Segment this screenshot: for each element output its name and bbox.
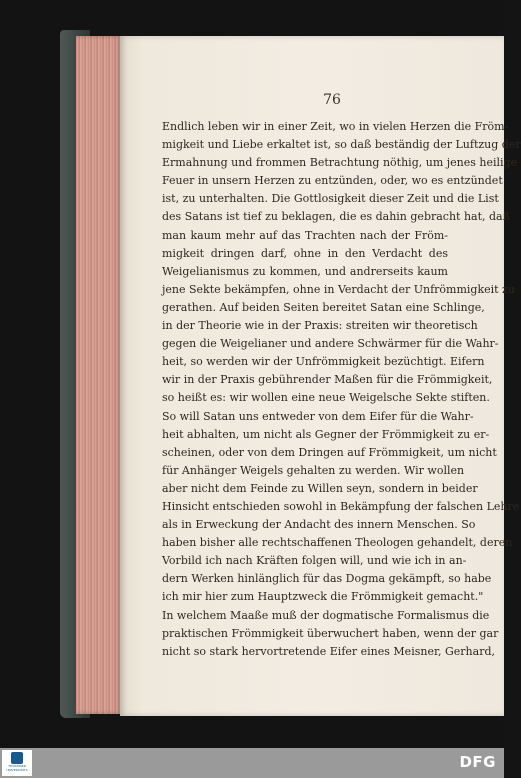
text-line: des Satans ist tief zu beklagen, die es dahin gebracht hat, daß bbox=[162, 210, 510, 224]
text-line: aber nicht dem Feinde zu Willen seyn, sondern in beider bbox=[162, 481, 478, 495]
text-line: wir in der Praxis gebührender Maßen für die Frömmigkeit, bbox=[162, 373, 493, 387]
text-line: praktischen Frömmigkeit überwuchert haben, wenn der gar bbox=[162, 626, 499, 640]
text-line: für Anhänger Weigels gehalten zu werden. Wir wollen bbox=[162, 463, 465, 477]
page-edges bbox=[76, 36, 122, 714]
text-line: Feuer in unsern Herzen zu entzünden, oder, wo es entzündet bbox=[162, 174, 503, 188]
text-line: als in Erweckung der Andacht des innern Menschen. So bbox=[162, 518, 476, 532]
text-line: heit abhalten, um nicht als Gegner der Frömmigkeit zu er- bbox=[162, 427, 490, 441]
page-number: 76 bbox=[323, 92, 341, 108]
text-line: nicht so stark hervortretende Eifer eines Meisner, Gerhard, bbox=[162, 644, 495, 658]
library-logo-mark bbox=[11, 752, 23, 764]
text-line: in der Theorie wie in der Praxis: streiten wir theoretisch bbox=[162, 319, 478, 333]
library-logo bbox=[2, 750, 32, 776]
text-line: Weigelianismus zu kommen, und andrerseits kaum bbox=[162, 264, 448, 278]
text-line: gerathen. Auf beiden Seiten bereitet Satan eine Schlinge, bbox=[162, 300, 485, 314]
text-line: ist, zu unterhalten. Die Gottlosigkeit dieser Zeit und die List bbox=[162, 192, 499, 206]
page-text bbox=[162, 118, 521, 661]
text-line: scheinen, oder von dem Dringen auf Frömmigkeit, um nicht bbox=[162, 445, 497, 459]
viewer-footer bbox=[0, 748, 504, 778]
text-line: man kaum mehr auf das Trachten nach der Fröm- bbox=[162, 228, 448, 242]
text-line: Endlich leben wir in einer Zeit, wo in vielen Herzen die Fröm- bbox=[162, 120, 509, 133]
text-line: gegen die Weigelianer und andere Schwärmer für die Wahr- bbox=[162, 337, 499, 351]
text-line: Vorbild ich nach Kräften folgen will, und wie ich in an- bbox=[162, 554, 467, 568]
text-line: migkeit und Liebe erkaltet ist, so daß beständig der Luftzug der bbox=[162, 138, 521, 152]
text-line: dern Werken hinlänglich für das Dogma gekämpft, so habe bbox=[162, 572, 492, 586]
dfg-logo: DFG bbox=[459, 753, 496, 771]
text-line: heit, so werden wir der Unfrömmigkeit bezüchtigt. Eifern bbox=[162, 355, 485, 369]
text-line: migkeit dringen darf, ohne in den Verdacht des bbox=[162, 246, 448, 260]
text-line: Hinsicht entschieden sowohl in Bekämpfung der falschen Lehre bbox=[162, 499, 520, 513]
text-line: so heißt es: wir wollen eine neue Weigelsche Sekte stiften. bbox=[162, 391, 490, 405]
text-line: ich mir hier zum Hauptzweck die Frömmigkeit gemacht." bbox=[162, 590, 484, 604]
text-line: Ermahnung und frommen Betrachtung nöthig, um jenes heilige bbox=[162, 156, 518, 170]
book-page bbox=[120, 36, 521, 716]
text-line: So will Satan uns entweder von dem Eifer für die Wahr- bbox=[162, 409, 474, 423]
library-logo-caption: THÜRINGER UNIVERSITÄTS bbox=[6, 764, 28, 772]
text-line: jene Sekte bekämpfen, ohne in Verdacht der Unfrömmigkeit zu bbox=[162, 282, 515, 296]
text-line: haben bisher alle rechtschaffenen Theologen gehandelt, deren bbox=[162, 536, 513, 550]
text-line: In welchem Maaße muß der dogmatische Formalismus die bbox=[162, 608, 490, 622]
